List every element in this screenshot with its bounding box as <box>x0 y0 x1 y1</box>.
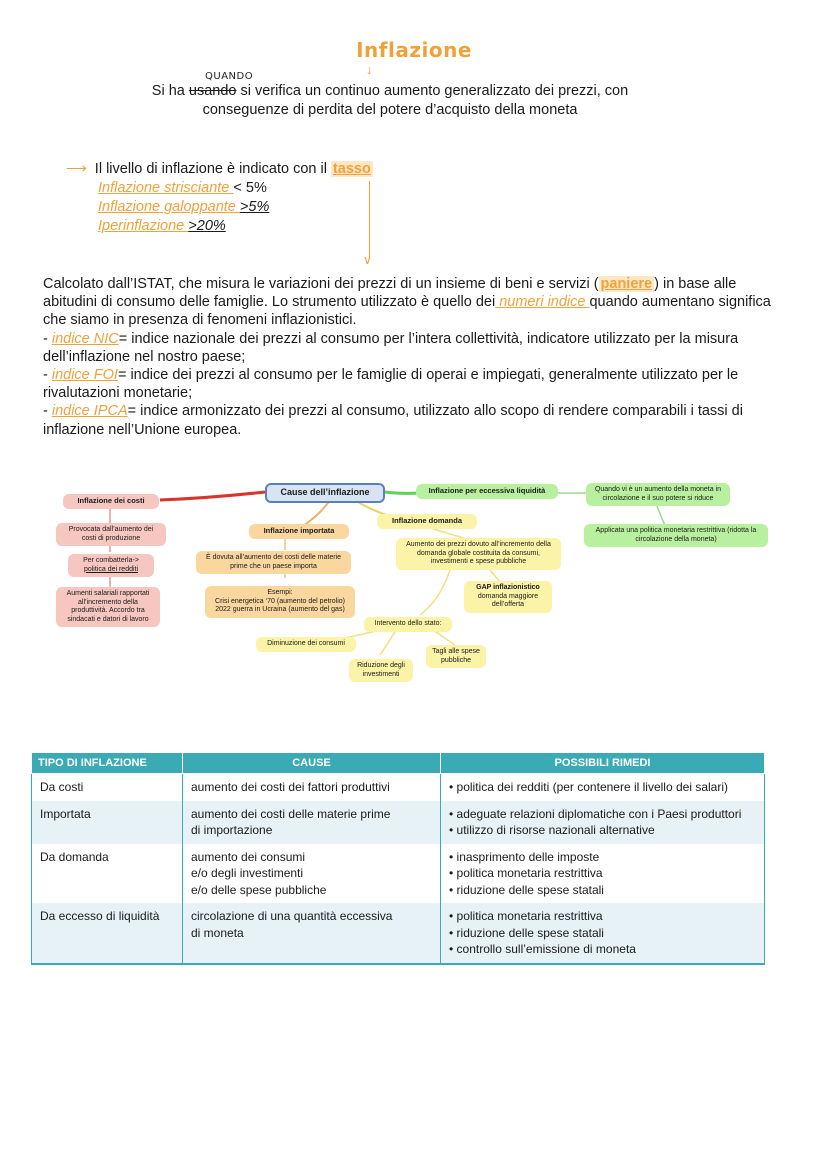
node-importata: Inflazione importata <box>249 524 349 539</box>
node-importata-1: È dovuta all’aumento dei costi delle materie prime che un paese importa <box>196 551 351 574</box>
chevron-down-icon: ∨ <box>363 253 372 267</box>
node-liquidita: Inflazione per eccessiva liquidità <box>416 484 558 499</box>
cell-rimedi-line: • riduzione delle spese statali <box>449 925 604 940</box>
node-stato-2: Riduzione degli investimenti <box>349 659 413 682</box>
inflation-rate-block: ⟶ Il livello di inflazione è indicato con il tasso Inflazione strisciante < 5% Inflazione galoppante >5% Iperinflazione >20% <box>66 161 371 234</box>
tasso-highlight: tasso <box>332 161 371 177</box>
cell-rimedi-line: • inasprimento delle imposte <box>449 849 600 864</box>
cell-rimedi <box>441 903 765 964</box>
node-gap: GAP inflazionistico domanda maggiore dell’offerta <box>464 581 552 613</box>
cell-cause-line: e/o degli investimenti <box>191 866 304 880</box>
cell-cause-line: di moneta <box>191 925 244 940</box>
node-importata-2: Esempi: Crisi energetica ‘70 (aumento del petrolio) 2022 guerra in Ucraina (aumento del gas) <box>205 586 355 618</box>
node-domanda: Inflazione domanda <box>377 514 477 529</box>
cell-cause-line: circolazione di una quantità eccessiva <box>191 909 393 923</box>
definition-text: Si ha usando si verifica un continuo aumento generalizzato dei prezzi, con conseguenze di perdita del potere d’acquisto della moneta <box>151 83 629 118</box>
node-stato-3: Tagli alle spese pubbliche <box>426 645 486 668</box>
header-cause: CAUSE <box>183 753 441 774</box>
cell-cause-line: di importazione <box>191 823 273 837</box>
struck-word: usando <box>188 83 237 99</box>
cell-tipo-line: Importata <box>40 806 91 821</box>
node-liquidita-2: Applicata una politica monetaria restrittiva (ridotta la circolazione della moneta) <box>584 524 768 547</box>
cell-rimedi-line: • utilizzo di risorse nazionali alternative <box>449 823 655 837</box>
cell-rimedi <box>441 844 765 904</box>
node-costi-1: Provocata dall’aumento dei costi di produzione <box>56 523 166 546</box>
table-header-row <box>32 753 765 774</box>
connector-line <box>369 181 370 259</box>
numeri-indice-link: numeri indice <box>495 294 590 311</box>
cell-rimedi-line: • riduzione delle spese statali <box>449 882 604 897</box>
cell-rimedi-line: • politica monetaria restrittiva <box>449 866 603 880</box>
cell-rimedi <box>441 774 765 801</box>
header-tipo: TIPO DI INFLAZIONE <box>32 753 183 774</box>
node-liquidita-1: Quando vi è un aumento della moneta in circolazione e il suo potere si riduce <box>586 483 730 506</box>
cell-rimedi-line: • controllo sull’emissione di moneta <box>449 942 636 956</box>
table-row <box>32 903 765 964</box>
inflation-types-table <box>31 752 765 965</box>
cell-rimedi-line: • politica dei redditi (per contenere il livello dei salari) <box>449 780 728 794</box>
rate-item: Iperinflazione >20% <box>98 218 226 234</box>
page-title: Inflazione <box>356 38 472 62</box>
right-arrow-icon: ⟶ <box>66 161 87 177</box>
cell-tipo <box>32 774 183 801</box>
nic-label: indice NIC <box>51 330 119 347</box>
cell-tipo <box>32 801 183 844</box>
rate-item: Inflazione strisciante < 5% <box>98 180 267 196</box>
node-domanda-1: Aumento dei prezzi dovuto all’incremento della domanda globale costituita da consumi, investimenti e spese pubbliche <box>396 538 561 570</box>
table-row <box>32 844 765 904</box>
mindmap-center: Cause dell’inflazione <box>265 483 385 503</box>
cell-cause-line: e/o delle spese pubbliche <box>191 882 327 897</box>
cell-tipo-line: Da costi <box>40 780 84 794</box>
down-arrow-icon: ↓ <box>366 62 373 77</box>
handwritten-correction: QUANDO <box>205 71 254 82</box>
cell-rimedi <box>441 801 765 844</box>
cell-cause <box>183 903 441 964</box>
table-row <box>32 774 765 801</box>
cell-cause <box>183 801 441 844</box>
node-stato: Intervento dello stato: <box>364 617 452 632</box>
cell-cause <box>183 774 441 801</box>
cell-tipo <box>32 844 183 904</box>
cell-cause-line: aumento dei costi delle materie prime <box>191 806 391 821</box>
node-costi: Inflazione dei costi <box>63 494 159 509</box>
ipca-label: indice IPCA <box>51 403 128 420</box>
cell-rimedi-line: • politica monetaria restrittiva <box>449 909 603 923</box>
foi-label: indice FOI <box>51 367 118 384</box>
header-rimedi: POSSIBILI RIMEDI <box>441 753 765 774</box>
cell-tipo-line: Da domanda <box>40 849 109 864</box>
istat-paragraph: Calcolato dall’ISTAT, che misura le variazioni dei prezzi di un insieme di beni e servizi ( paniere ) in base alle abitudini di consumo delle famiglie. Lo strumento utilizzato è quello dei numeri indice quando aumentano significa che siamo in presenza di fenomeni inflazionistici. - indice NIC= indice nazionale dei prezzi al consumo per l’intera collettività, indicatore utilizzato per la misura dell’inflazione nel nostro paese; - indice FOI= indice dei prezzi al consumo per le famiglie di operai e impiegati, generalmente utilizzato per le rivalutazioni monetarie; - indice IPCA= indice armonizzato dei prezzi al consumo, utilizzato allo scopo di rendere comparabili i tassi di inflazione nell’Unione europea. <box>43 276 771 438</box>
cell-tipo-line: Da eccesso di liquidità <box>40 909 160 923</box>
table-row <box>32 801 765 844</box>
mind-map <box>0 470 828 700</box>
node-costi-2: Per combatterla-> politica dei redditi <box>68 554 154 577</box>
cell-tipo <box>32 903 183 964</box>
cell-cause-line: aumento dei consumi <box>191 849 306 864</box>
paniere-highlight: paniere <box>600 276 653 292</box>
cell-rimedi-line: • adeguate relazioni diplomatiche con i Paesi produttori <box>449 806 742 821</box>
cell-cause <box>183 844 441 904</box>
cell-cause-line: aumento dei costi dei fattori produttivi <box>191 780 390 794</box>
node-costi-3: Aumenti salariali rapportati all’incremento della produttività. Accordo tra sindacati e datori di lavoro <box>56 587 160 627</box>
rate-item: Inflazione galoppante >5% <box>98 199 270 215</box>
node-stato-1: Diminuzione dei consumi <box>256 637 356 652</box>
